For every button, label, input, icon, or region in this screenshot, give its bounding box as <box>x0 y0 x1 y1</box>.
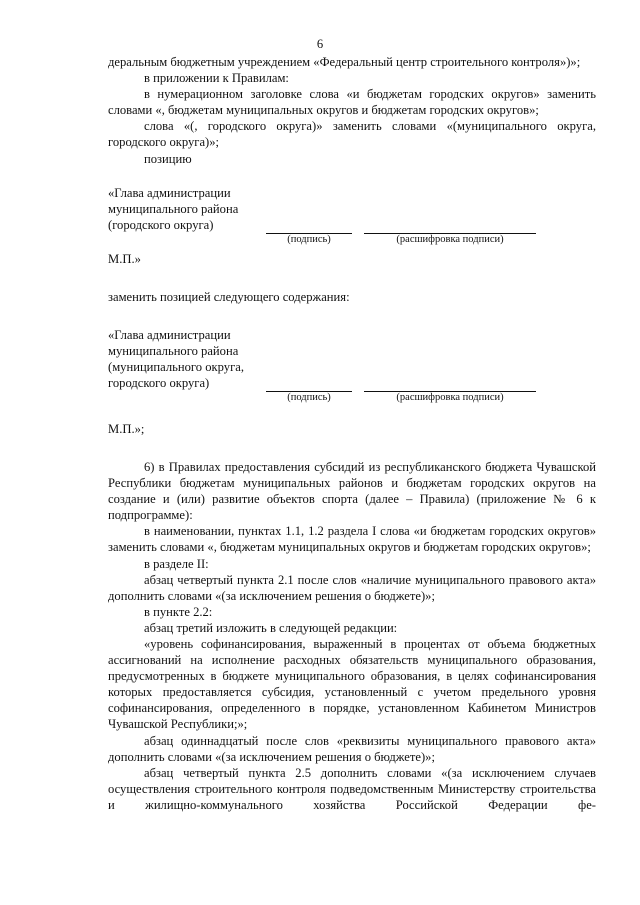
signature-title-line: «Глава администрации <box>108 327 231 342</box>
paragraph: абзац четвертый пункта 2.1 после слов «наличие муниципального правового акта» дополнить словами «(за исключением решения о бюджете)»; <box>108 572 596 603</box>
paragraph: абзац четвертый пункта 2.5 дополнить словами «(за исключением случаев осуществления строительного контроля подведомственным Министерству строительства и жилищно-коммунального хозяйства Российской Федерации фе- <box>108 765 596 812</box>
signature-block-new <box>108 327 596 407</box>
signature-title-line: муниципального района <box>108 201 239 216</box>
paragraph: слова «(, городского округа)» заменить словами «(муниципального округа, городского округа)»; <box>108 119 596 150</box>
signature-caption: (подпись) <box>287 233 331 245</box>
paragraph: «уровень софинансирования, выраженный в процентах от объема бюджетных ассигнований на исполнение расходных обязательств муниципального образования, предусмотренных в бюджете муниципального образования, в целях софинансирования которых предоставляется субсидия, установленный с учетом предельного уровня софинансирования, определенного в порядке, установленном Кабинетом Министров Чувашской Республики;»; <box>108 636 596 732</box>
paragraph: позицию <box>144 151 192 166</box>
signature-title-line: «Глава администрации <box>108 185 231 200</box>
paragraph: заменить позицией следующего содержания: <box>108 289 350 304</box>
signature-title-line: муниципального района <box>108 343 239 358</box>
paragraph: в нумерационном заголовке слова «и бюджетам городских округов» заменить словами «, бюджетам муниципальных округов и бюджетам городских округов»; <box>108 87 596 118</box>
paragraph: в приложении к Правилам: <box>144 71 289 86</box>
paragraph: деральным бюджетным учреждением «Федеральный центр строительного контроля»)»; <box>108 55 581 69</box>
signature-title-line: (городского округа) <box>108 217 214 232</box>
signature-title-line: городского округа) <box>108 376 210 391</box>
document-body <box>108 54 596 813</box>
decode-caption: (расшифровка подписи) <box>396 233 504 245</box>
stamp-place: М.П.» <box>108 251 141 266</box>
signature-title-line: (муниципального округа, <box>108 360 244 375</box>
paragraph: абзац третий изложить в следующей редакции: <box>144 620 398 635</box>
paragraph: абзац одиннадцатый после слов «реквизиты муниципального правового акта» дополнить словами «(за исключением решения о бюджете)»; <box>108 733 596 764</box>
signature-caption: (подпись) <box>287 391 331 403</box>
stamp-place: М.П.»; <box>108 421 145 436</box>
paragraph: в наименовании, пунктах 1.1, 1.2 раздела I слова «и бюджетам городских округов» заменить словами «, бюджетам муниципальных округов и бюджетам городских округов»; <box>108 524 596 555</box>
paragraph: в разделе II: <box>144 556 209 571</box>
signature-block-old <box>108 185 596 251</box>
paragraph: в пункте 2.2: <box>144 604 213 619</box>
decode-caption: (расшифровка подписи) <box>396 391 504 403</box>
paragraph: 6) в Правилах предоставления субсидий из республиканского бюджета Чувашской Республики бюджетам муниципальных районов и бюджетам городских округов на создание и (или) развитие объектов спорта (далее – Правила) (приложение № 6 к подпрограмме): <box>108 459 596 523</box>
page-number: 6 <box>316 37 324 51</box>
